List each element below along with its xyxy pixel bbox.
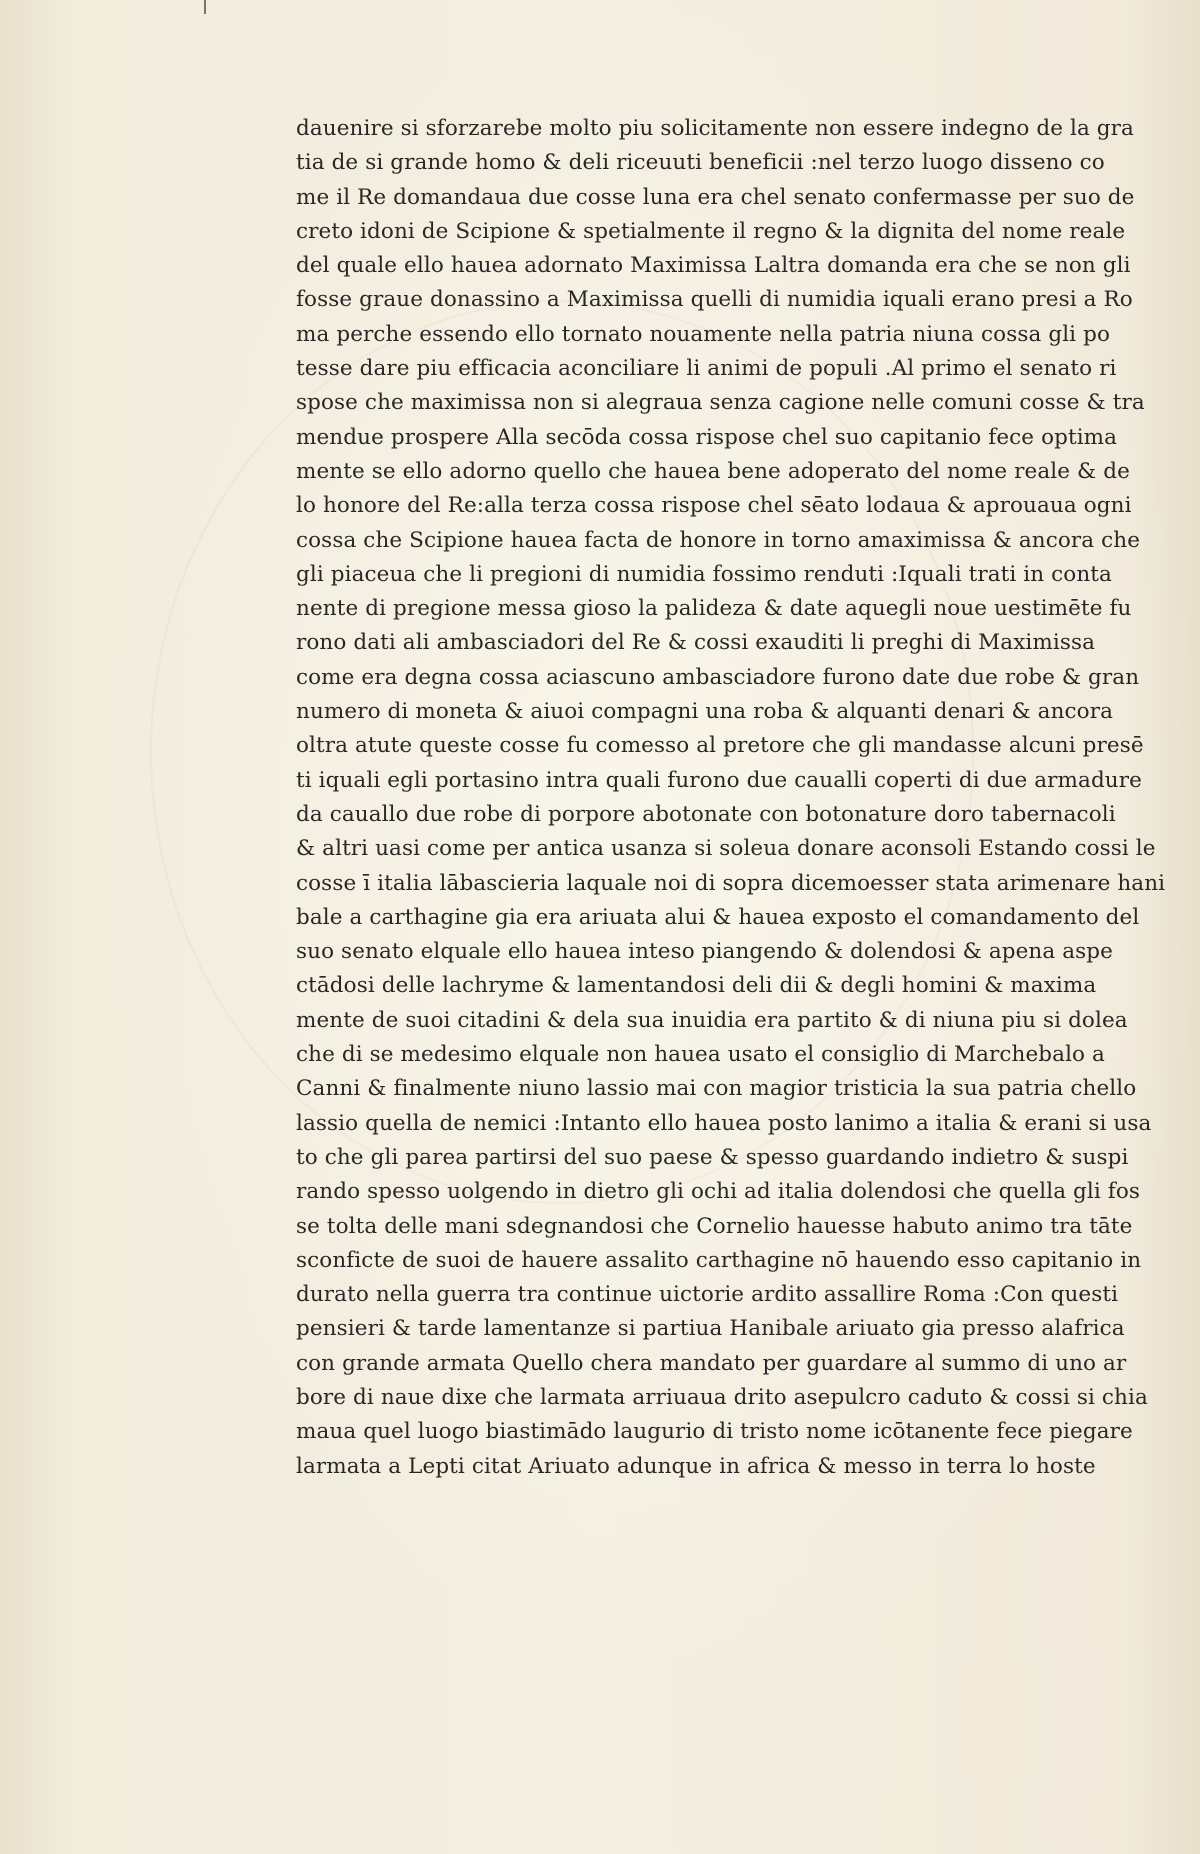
text-line: to che gli parea partirsi del suo paese & spesso guardando indietro & suspi: [296, 1144, 1129, 1170]
text-block: [296, 112, 1166, 1484]
text-line: numero di moneta & aiuoi compagni una roba & alquanti denari & ancora: [296, 699, 1114, 725]
text-line: spose che maximissa non si alegraua senza cagione nelle comuni cosse & tra: [296, 390, 1145, 416]
text-line: fosse graue donassino a Maximissa quelli di numidia iquali erano presi a Ro: [296, 287, 1133, 313]
text-line: cossa che Scipione hauea facta de honore in torno amaximissa & ancora che: [296, 527, 1141, 553]
binding-mark: [204, 0, 206, 14]
text-line: pensieri & tarde lamentanze si partiua Hanibale ariuato gia presso alafrica: [296, 1316, 1125, 1342]
text-line: mente se ello adorno quello che hauea bene adoperato del nome reale & de: [296, 458, 1130, 484]
text-line: me il Re domandaua due cosse luna era chel senato confermasse per suo de: [296, 184, 1135, 210]
text-line: mendue prospere Alla secōda cossa rispose chel suo capitanio fece optima: [296, 424, 1118, 450]
text-line: larmata a Lepti citat Ariuato adunque in africa & messo in terra lo hoste: [296, 1453, 1096, 1479]
text-line: dauenire si sforzarebe molto piu solicitamente non essere indegno de la gra: [296, 116, 1134, 141]
text-line: rando spesso uolgendo in dietro gli ochi ad italia dolendosi che quella gli fos: [296, 1179, 1141, 1205]
text-line: bore di naue dixe che larmata arriuaua drito asepulcro caduto & cossi si chia: [296, 1384, 1148, 1410]
text-line: ctādosi delle lachryme & lamentandosi deli dii & degli homini & maxima: [296, 973, 1097, 999]
text-line: ma perche essendo ello tornato nouamente nella patria niuna cossa gli po: [296, 321, 1110, 347]
text-line: sconficte de suoi de hauere assalito carthagine nō hauendo esso capitanio in: [296, 1247, 1142, 1273]
text-line: durato nella guerra tra continue uictorie ardito assallire Roma :Con questi: [296, 1282, 1119, 1308]
text-line: nente di pregione messa gioso la palideza & date aquegli noue uestimēte fu: [296, 596, 1132, 622]
text-line: bale a carthagine gia era ariuata alui & hauea exposto el comandamento del: [296, 904, 1140, 930]
text-line: creto idoni de Scipione & spetialmente il regno & la dignita del nome reale: [296, 218, 1126, 244]
text-line: tia de si grande homo & deli riceuuti beneficii :nel terzo luogo disseno co: [296, 150, 1105, 176]
text-line: oltra atute queste cosse fu comesso al pretore che gli mandasse alcuni presē: [296, 733, 1144, 759]
text-line: lassio quella de nemici :Intanto ello hauea posto lanimo a italia & erani si usa: [296, 1110, 1152, 1136]
text-line: maua quel luogo biastimādo laugurio di tristo nome icōtanente fece piegare: [296, 1419, 1133, 1445]
text-line: mente de suoi citadini & dela sua inuidia era partito & di niuna piu si dolea: [296, 1007, 1128, 1033]
text-line: come era degna cossa aciascuno ambasciadore furono date due robe & gran: [296, 664, 1140, 690]
text-line: del quale ello hauea adornato Maximissa Laltra domanda era che se non gli: [296, 253, 1131, 279]
text-line: suo senato elquale ello hauea inteso piangendo & dolendosi & apena aspe: [296, 939, 1113, 965]
text-line: se tolta delle mani sdegnandosi che Cornelio hauesse habuto animo tra tāte: [296, 1213, 1133, 1239]
text-line: rono dati ali ambasciadori del Re & cossi exauditi li preghi di Maximissa: [296, 630, 1096, 656]
text-line: Canni & finalmente niuno lassio mai con magior tristicia la sua patria chello: [296, 1076, 1137, 1102]
text-line: gli piaceua che li pregioni di numidia fossimo renduti :Iquali trati in conta: [296, 561, 1112, 587]
text-line: cosse ī italia lābascieria laquale noi di sopra dicemoesser stata arimenare hani: [296, 870, 1166, 896]
text-line: ti iquali egli portasino intra quali furono due caualli coperti di due armadure: [296, 767, 1142, 793]
text-line: da cauallo due robe di porpore abotonate con botonature doro tabernacoli: [296, 801, 1116, 827]
text-line: & altri uasi come per antica usanza si soleua donare aconsoli Estando cossi le: [296, 836, 1156, 862]
text-line: che di se medesimo elquale non hauea usato el consiglio di Marchebalo a: [296, 1042, 1105, 1068]
text-line: lo honore del Re:alla terza cossa rispose chel sēato lodaua & aprouaua ogni: [296, 493, 1132, 519]
text-line: tesse dare piu efficacia aconciliare li animi de populi .Al primo el senato ri: [296, 356, 1117, 382]
text-line: con grande armata Quello chera mandato per guardare al summo di uno ar: [296, 1350, 1127, 1376]
